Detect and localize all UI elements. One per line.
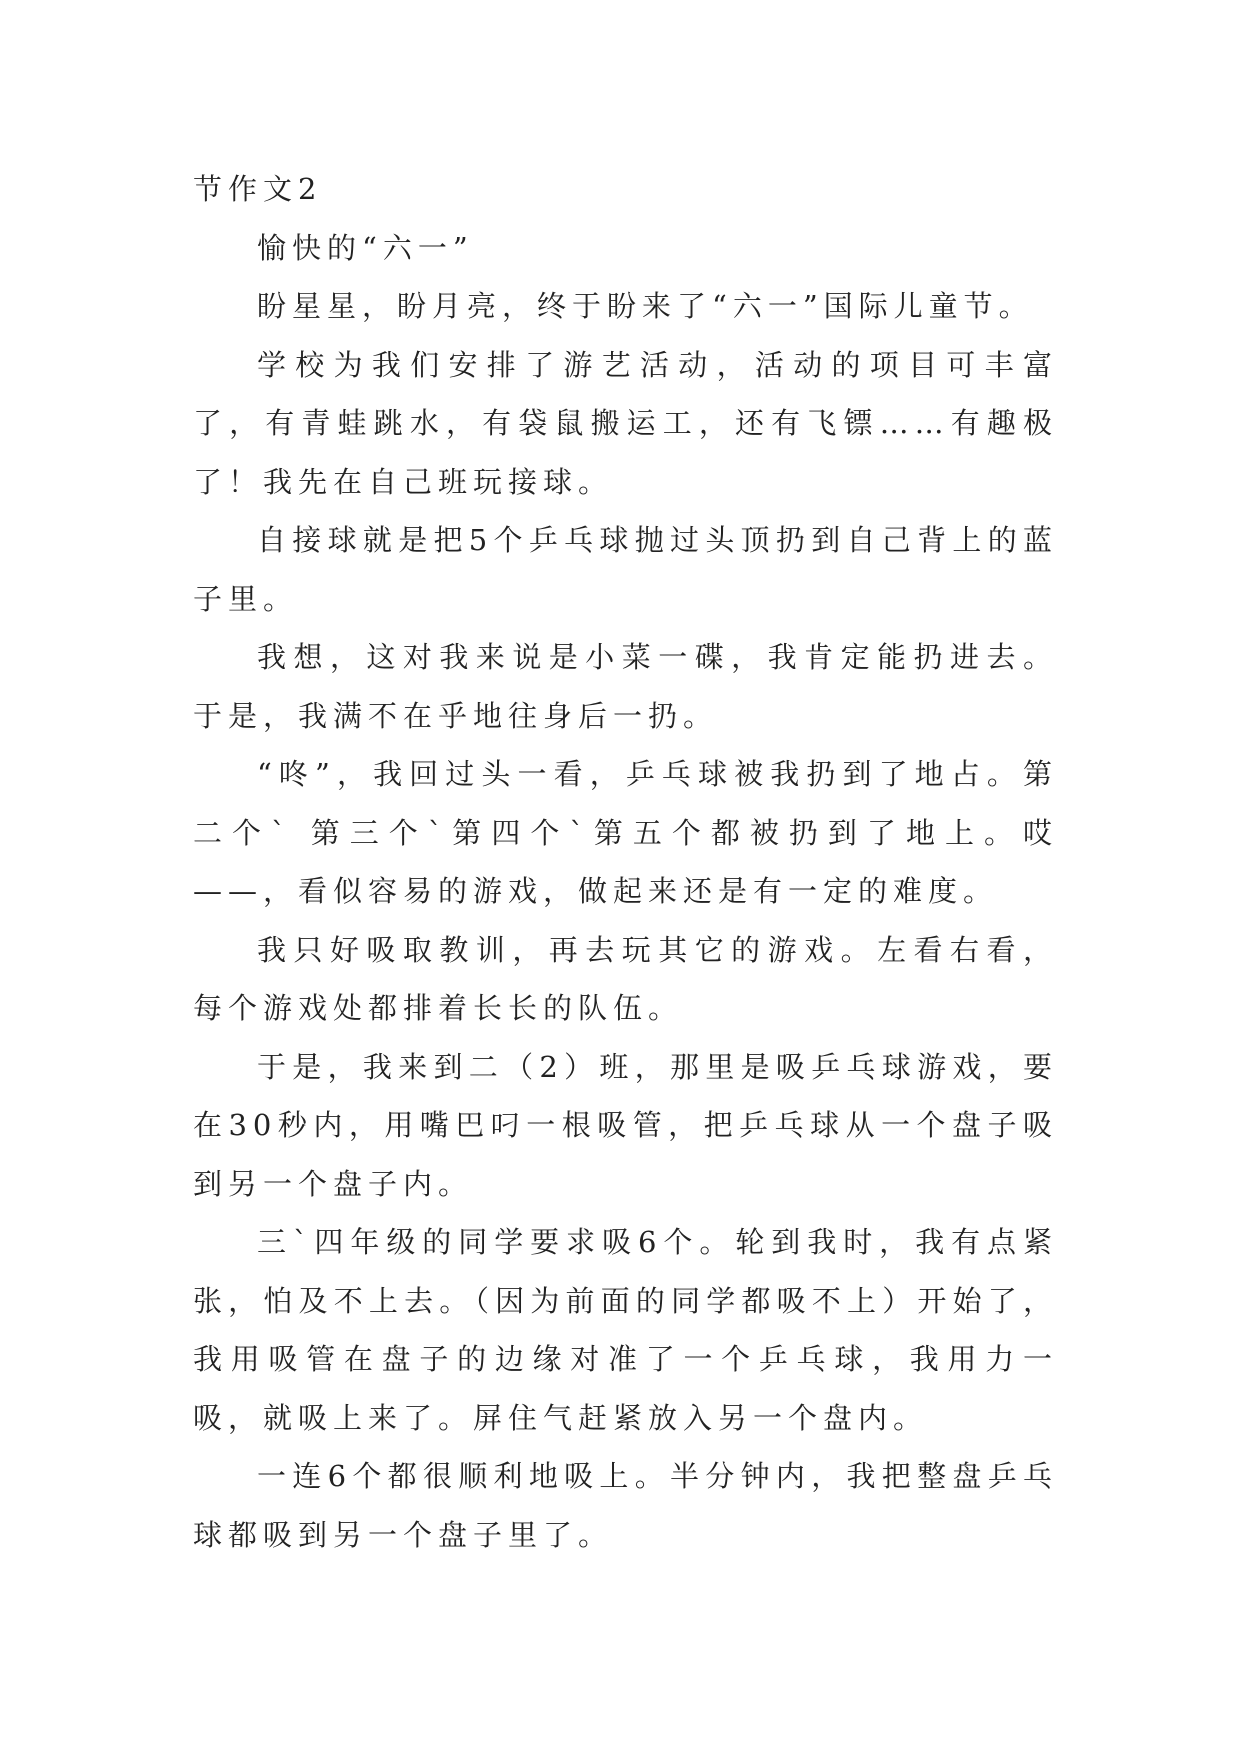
paragraph: 学校为我们安排了游艺活动，活动的项目可丰富了，有青蛙跳水，有袋鼠搬运工，还有飞镖……有趣极了！我先在自己班玩接球。	[193, 347, 1058, 499]
paragraph: 我想，这对我来说是小菜一碟，我肯定能扔进去。于是，我满不在乎地往身后一扔。	[193, 640, 1058, 733]
paragraph: 我只好吸取教训，再去玩其它的游戏。左看右看，每个游戏处都排着长长的队伍。	[193, 932, 1058, 1025]
paragraph: 三`四年级的同学要求吸6个。轮到我时，我有点紧张，怕及不上去。（因为前面的同学都吸不上）开始了，我用吸管在盘子的边缘对准了一个乒乓球，我用力一吸，就吸上来了。屏住气赶紧放入另一个盘内。	[193, 1225, 1058, 1435]
essay-title: 愉快的“六一”	[257, 230, 474, 265]
paragraph: 盼星星，盼月亮，终于盼来了“六一”国际儿童节。	[257, 289, 1034, 323]
paragraph: 于是，我来到二（2）班，那里是吸乒乓球游戏，要在30秒内，用嘴巴叼一根吸管，把乒乓球从一个盘子吸到另一个盘子内。	[193, 1049, 1058, 1201]
paragraph: 一连6个都很顺利地吸上。半分钟内，我把整盘乒乓球都吸到另一个盘子里了。	[193, 1459, 1058, 1552]
paragraph: 自接球就是把5个乒乓球抛过头顶扔到自己背上的蓝子里。	[193, 523, 1058, 616]
paragraph: “咚”，我回过头一看，乒乓球被我扔到了地占。第二个` 第三个`第四个`第五个都被扔到了地上。哎——，看似容易的游戏，做起来还是有一定的难度。	[193, 757, 1058, 908]
essay-body	[193, 160, 1058, 1564]
section-heading: 节作文2	[193, 172, 323, 206]
